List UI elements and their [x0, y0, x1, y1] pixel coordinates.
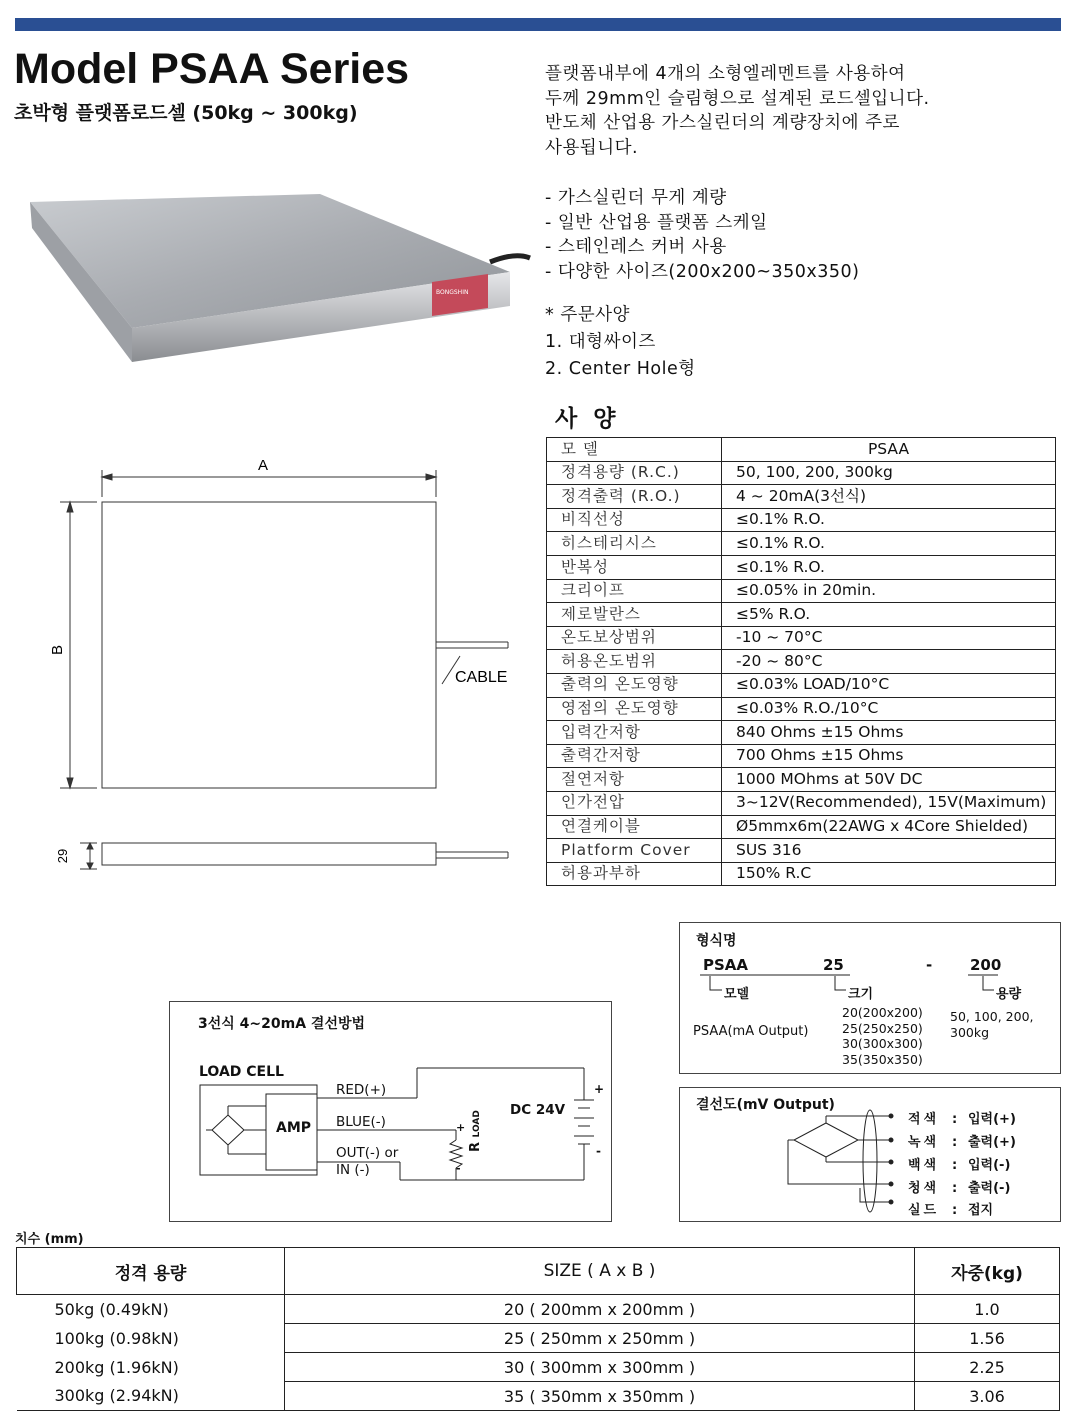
description-line: 사용됩니다. [545, 137, 639, 158]
spec-row [547, 461, 1056, 485]
spec-row [547, 768, 1056, 792]
product-photo [20, 190, 540, 370]
thickness-label: 29 [55, 848, 70, 864]
mv-wire-row [908, 1199, 993, 1218]
spec-row [547, 438, 1056, 462]
blue-wire-label: BLUE(-) [336, 1114, 386, 1130]
spec-key: 출력의 온도영향 [547, 673, 722, 697]
rload-sub: LOAD [472, 1110, 482, 1138]
spec-key: 입력간저항 [547, 721, 722, 745]
model-code-box [679, 922, 1061, 1074]
size-dimensions: 20 ( 200mm x 200mm ) [285, 1295, 915, 1324]
feature-item: - 가스실린더 무게 계량 [545, 188, 727, 208]
mv-wire-color: 백색 [908, 1158, 940, 1173]
rload-label [468, 1110, 483, 1152]
mv-wire-sep: : [952, 1181, 958, 1196]
spec-row [547, 839, 1056, 863]
mv-wire-sep: : [952, 1158, 958, 1173]
spec-value: 840 Ohms ±15 Ohms [722, 721, 1056, 745]
order-item: 2. Center Hole형 [545, 359, 696, 379]
spec-row [547, 532, 1056, 556]
size-weight: 1.0 [915, 1295, 1060, 1324]
spec-key: 반복성 [547, 555, 722, 579]
spec-row [547, 579, 1056, 603]
brand-text: BONGSHIN [436, 289, 469, 296]
spec-value: 4 ~ 20mA(3선식) [722, 485, 1056, 509]
description [545, 62, 930, 160]
spec-value: 1000 MOhms at 50V DC [722, 768, 1056, 792]
wiring-diagram-ma [169, 1001, 612, 1222]
spec-value: -10 ~ 70°C [722, 626, 1056, 650]
size-capacity: 300kg (2.94kN) [17, 1382, 285, 1411]
dimension-drawing [40, 450, 520, 880]
size-capacity: 100kg (0.98kN) [17, 1324, 285, 1353]
model-code-part1: PSAA [703, 956, 749, 974]
spec-key: 모 델 [547, 438, 722, 462]
feature-list [545, 186, 860, 284]
battery-plus-label: + [594, 1082, 605, 1096]
spec-value: ≤5% R.O. [722, 603, 1056, 627]
rload-r: R [468, 1141, 483, 1152]
description-line: 두께 29mm인 슬림형으로 설계된 로드셀입니다. [545, 88, 930, 109]
cable-label: CABLE [455, 669, 508, 686]
model-code-part3: 200 [970, 956, 1002, 974]
model-code-title: 형식명 [696, 933, 737, 949]
order-heading: * 주문사양 [545, 305, 630, 325]
dimension-b-label: B [49, 644, 66, 656]
size-capacity: 200kg (1.96kN) [17, 1353, 285, 1382]
spec-heading: 사 양 [555, 406, 620, 432]
spec-key: 온도보상범위 [547, 626, 722, 650]
top-accent-bar [15, 18, 1061, 31]
header-size: SIZE ( A x B ) [285, 1248, 915, 1295]
spec-key: 허용온도범위 [547, 650, 722, 674]
spec-key: 출력간저항 [547, 744, 722, 768]
size-weight: 1.56 [915, 1324, 1060, 1353]
spec-value: Ø5mmx6m(22AWG x 4Core Shielded) [722, 815, 1056, 839]
mv-wire-desc: 출력(+) [968, 1135, 1016, 1150]
mv-wiring-title: 결선도(mV Output) [696, 1097, 835, 1113]
feature-item: - 스테인레스 커버 사용 [545, 237, 727, 257]
mv-wire-color: 녹색 [908, 1135, 940, 1150]
size-dimensions: 25 ( 250mm x 250mm ) [285, 1324, 915, 1353]
mv-wire-color: 실드 [908, 1203, 940, 1218]
model-code-desc: PSAA(mA Output) [693, 1024, 809, 1039]
spec-key: 제로발란스 [547, 603, 722, 627]
size-row [17, 1353, 1060, 1382]
mv-wire-desc: 출력(-) [968, 1181, 1011, 1196]
spec-table [546, 437, 1056, 886]
mv-wire-row [908, 1131, 1016, 1150]
spec-key: Platform Cover [547, 839, 722, 863]
spec-value: ≤0.03% R.O./10°C [722, 697, 1056, 721]
dimensions-label: 치수 (mm) [15, 1232, 84, 1247]
spec-key: 크리이프 [547, 579, 722, 603]
spec-row [547, 626, 1056, 650]
mv-wire-sep: : [952, 1135, 958, 1150]
spec-row [547, 815, 1056, 839]
spec-row [547, 650, 1056, 674]
size-options [842, 1005, 923, 1067]
size-option: 25(250x250) [842, 1020, 923, 1036]
spec-key: 정격출력 (R.O.) [547, 485, 722, 509]
spec-row [547, 697, 1056, 721]
spec-key: 히스테리시스 [547, 532, 722, 556]
mv-wire-sep: : [952, 1112, 958, 1127]
spec-key: 허용과부하 [547, 862, 722, 886]
spec-value: PSAA [722, 438, 1056, 462]
spec-value: ≤0.1% R.O. [722, 555, 1056, 579]
model-code-lbl1: 모델 [724, 987, 750, 1002]
spec-row [547, 721, 1056, 745]
size-row [17, 1324, 1060, 1353]
dc-voltage-label: DC 24V [510, 1102, 566, 1118]
mv-wire-desc: 접지 [968, 1203, 994, 1218]
order-options [545, 302, 696, 383]
mv-wire-row [908, 1108, 1016, 1127]
spec-row [547, 555, 1056, 579]
spec-value: 150% R.C [722, 862, 1056, 886]
page-title: Model PSAA Series [14, 45, 410, 93]
spec-value: ≤0.03% LOAD/10°C [722, 673, 1056, 697]
out-wire-label: OUT(-) or [336, 1145, 399, 1161]
amp-label: AMP [276, 1120, 312, 1136]
spec-key: 비직선성 [547, 508, 722, 532]
header-weight: 자중(kg) [915, 1248, 1060, 1295]
size-row [17, 1295, 1060, 1324]
spec-key: 연결케이블 [547, 815, 722, 839]
spec-value: -20 ~ 80°C [722, 650, 1056, 674]
feature-item: - 다양한 사이즈(200x200~350x350) [545, 261, 860, 282]
spec-row [547, 485, 1056, 509]
size-dimensions: 30 ( 300mm x 300mm ) [285, 1353, 915, 1382]
spec-key: 정격용량 (R.C.) [547, 461, 722, 485]
description-line: 플랫폼내부에 4개의 소형엘레멘트를 사용하여 [545, 64, 906, 84]
battery-minus-label: - [596, 1144, 601, 1158]
wiring-title: 3선식 4~20mA 결선방법 [198, 1016, 366, 1032]
size-dimensions: 35 ( 350mm x 350mm ) [285, 1382, 915, 1411]
spec-row [547, 673, 1056, 697]
header-capacity: 정격 용량 [17, 1248, 285, 1295]
spec-value: 50, 100, 200, 300kg [722, 461, 1056, 485]
spec-key: 영점의 온도영향 [547, 697, 722, 721]
mv-wire-desc: 입력(+) [968, 1112, 1016, 1127]
mv-wire-color: 적색 [908, 1112, 940, 1127]
description-line: 반도체 산업용 가스실린더의 계량장치에 주로 [545, 113, 900, 133]
mv-wire-row [908, 1154, 1010, 1173]
model-code-dash: - [926, 956, 933, 974]
in-wire-label: IN (-) [336, 1162, 370, 1178]
spec-value: SUS 316 [722, 839, 1056, 863]
page-subtitle: 초박형 플랫폼로드셀 (50kg ~ 300kg) [14, 102, 358, 124]
model-code-lbl2: 크기 [848, 987, 874, 1002]
spec-key: 절연저항 [547, 768, 722, 792]
size-table [16, 1247, 1060, 1411]
spec-value: ≤0.05% in 20min. [722, 579, 1056, 603]
size-option: 20(200x200) [842, 1005, 923, 1020]
dimension-a-label: A [257, 457, 269, 474]
spec-value: ≤0.1% R.O. [722, 532, 1056, 556]
spec-value: 3~12V(Recommended), 15V(Maximum) [722, 791, 1056, 815]
size-capacity: 50kg (0.49kN) [17, 1295, 285, 1324]
capacity-line: 50, 100, 200, [950, 1009, 1034, 1024]
spec-row [547, 603, 1056, 627]
capacity-options [950, 1009, 1034, 1041]
model-code-part2: 25 [823, 956, 844, 974]
spec-row [547, 508, 1056, 532]
spec-value: 700 Ohms ±15 Ohms [722, 744, 1056, 768]
spec-row [547, 862, 1056, 886]
mv-wire-sep: : [952, 1203, 958, 1218]
mv-wire-desc: 입력(-) [968, 1158, 1011, 1173]
spec-value: ≤0.1% R.O. [722, 508, 1056, 532]
spec-row [547, 791, 1056, 815]
mv-wire-color: 청색 [908, 1181, 940, 1196]
red-wire-label: RED(+) [336, 1082, 387, 1098]
feature-item: - 일반 산업용 플랫폼 스케일 [545, 212, 768, 233]
capacity-line: 300kg [950, 1025, 990, 1040]
size-row [17, 1382, 1060, 1411]
size-weight: 3.06 [915, 1382, 1060, 1411]
cable-wire [490, 256, 530, 262]
load-cell-label: LOAD CELL [199, 1064, 284, 1080]
model-code-lbl3: 용량 [996, 987, 1022, 1002]
size-option: 35(350x350) [842, 1051, 923, 1067]
rload-plus-label: + [456, 1121, 466, 1134]
size-weight: 2.25 [915, 1353, 1060, 1382]
mv-wire-row [908, 1177, 1010, 1196]
spec-key: 인가전압 [547, 791, 722, 815]
spec-row [547, 744, 1056, 768]
mv-wiring-box [679, 1087, 1061, 1222]
rload-minus-label: - [456, 1162, 461, 1175]
size-option: 30(300x300) [842, 1036, 923, 1051]
order-item: 1. 대형싸이즈 [545, 332, 656, 352]
